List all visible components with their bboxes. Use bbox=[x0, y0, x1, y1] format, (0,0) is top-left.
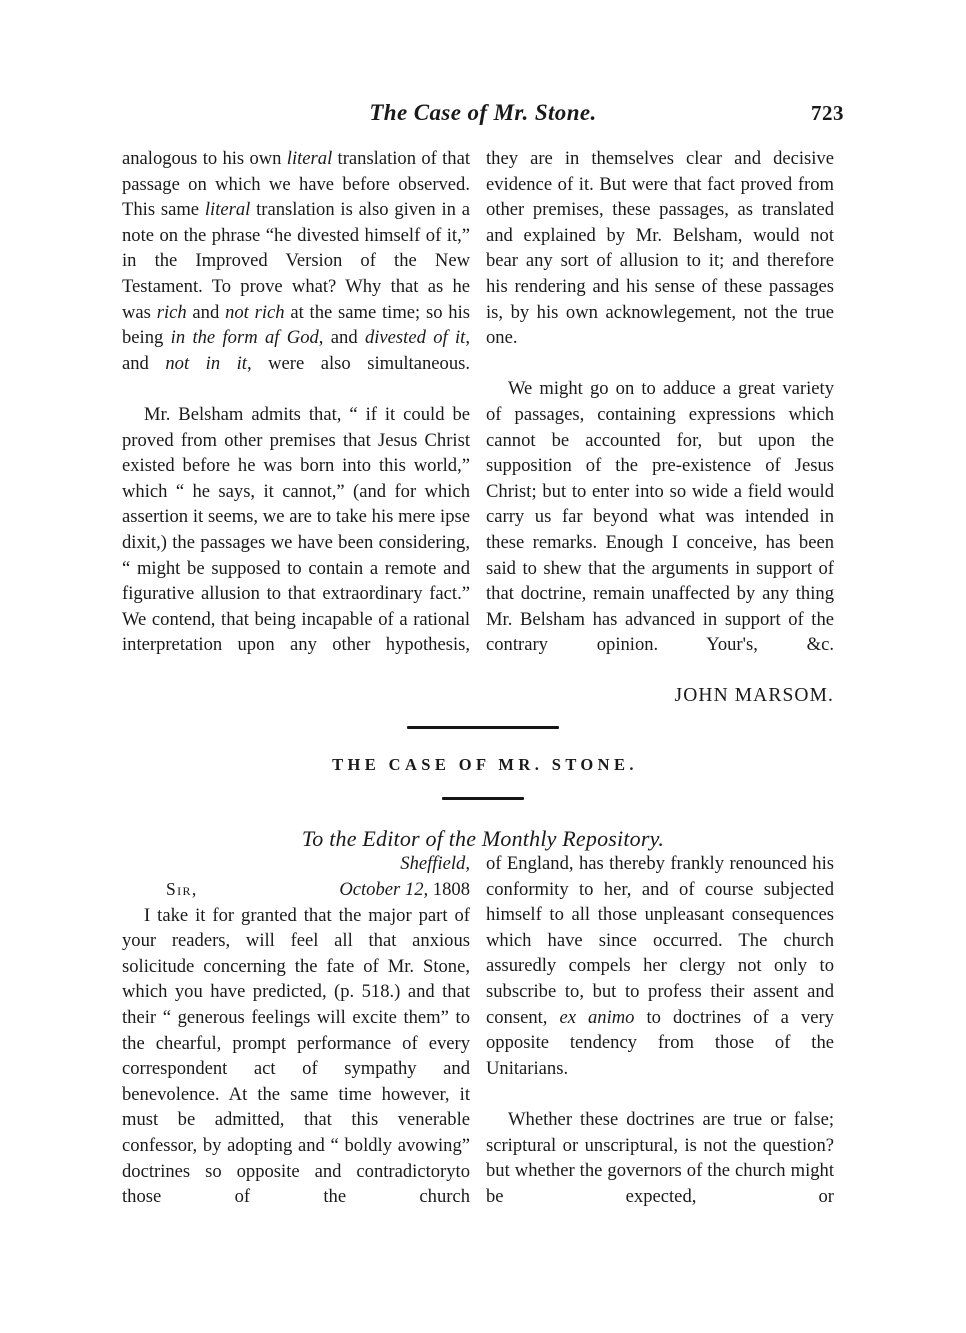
text-run: to doctrines of a very opposite tendency from those of the Unitarians. bbox=[486, 1006, 834, 1079]
running-head bbox=[122, 100, 844, 134]
paragraph-whether-these-doctrines: Whether these doctrines are true or false; scriptural or unscriptural, is not the question? but whether the governors of the church might be expected, or bbox=[486, 1108, 834, 1207]
article-break bbox=[122, 726, 844, 852]
article-bottom-right-column bbox=[486, 851, 834, 1235]
emphasis-literal: literal bbox=[204, 199, 251, 221]
emphasis-ex-animo: ex animo bbox=[559, 1006, 635, 1028]
emphasis-not-rich: not rich bbox=[225, 301, 285, 323]
paragraph-continued bbox=[486, 851, 834, 1107]
letter-date-year: 1808 bbox=[428, 878, 470, 900]
text-run: of England, has thereby frankly renounced his conformity to her, and of course subjected himself to all those unpleasant consequences which have since occurred. The church assuredly compels her clergy not only to subscribe to, but to profess their assent and consent, bbox=[486, 853, 834, 1028]
divider-rule-top bbox=[407, 726, 559, 729]
text-run: at the same time; so his being bbox=[122, 301, 470, 349]
letter-place: Sheffield, bbox=[400, 853, 470, 874]
paragraph-belsham-admits: Mr. Belsham admits that, “ if it could be proved from other premises that Jesus Christ existed before he was born into this world,” which “ he says, it cannot,” (and for which assertion it seems, we are to take his mere ipse dixit,) the passages we have been considering, “ might be supposed to contain a remote and figurative allusion to that extraordinary fact.” We contend, that being incapable of a rational interpretation upon any other hypothesis, bbox=[122, 403, 470, 656]
text-run: , and bbox=[318, 327, 365, 349]
letter-salutation: Sir, bbox=[166, 878, 198, 899]
running-head-title: The Case of Mr. Stone. bbox=[369, 100, 597, 125]
letter-date-month-day: October 12, bbox=[339, 878, 429, 900]
emphasis-form-of-god: in the form af God bbox=[170, 327, 319, 349]
paragraph-continued bbox=[122, 146, 470, 402]
paragraph-i-take-it-for-granted: I take it for granted that the major part of your readers, will feel all that anxious solicitude concerning the fate of Mr. Stone, which you have predicted, (p. 518.) and that their “ generous feelings will excite them” to the chearful, prompt performance of every correspondent act of sympathy and benevolence. At the same time however, it must be admitted, that this venerable confessor, by adopting and “ boldly avowing” doctrines so opposite and contradictoryto those of the church bbox=[122, 904, 470, 1208]
text-run: translation is also given in a note on the phrase “he divested himself of it,” in the Improved Version of the New Testament. To prove what? Why that as he was bbox=[122, 199, 470, 323]
section-title: THE CASE OF MR. STONE. bbox=[332, 755, 638, 774]
emphasis-rich: rich bbox=[156, 301, 187, 323]
page-number: 723 bbox=[811, 101, 844, 125]
paragraph-we-might-go-on: We might go on to adduce a great variety of passages, containing expressions which cannot be accounted for, but upon the supposition of the pre-existence of Jesus Christ; but to enter into so wide a field would carry us far beyond what was intended in these remarks. Enough I conceive, has been said to shew that the arguments in support of that doctrine, remain unaffected by any thing Mr. Belsham has advanced in support of the contrary opinion. Your's, &c. bbox=[486, 378, 834, 656]
article-top-right-column bbox=[486, 146, 834, 709]
text-run: and bbox=[186, 301, 226, 323]
emphasis-divested-of-it: divested of it bbox=[364, 327, 466, 349]
emphasis-not-in-it: not in it bbox=[165, 352, 247, 374]
text-run: analogous to his own bbox=[122, 148, 287, 169]
article-bottom-left-column bbox=[122, 851, 470, 1235]
paragraph-continued: they are in themselves clear and decisive evidence of it. But were that fact proved from other premises, these passages, as translated and explained by Mr. Belsham, would not bear any sort of allusion to it; and therefore his rendering and his sense of these passages is, by his own acknowlegement, not the true one. bbox=[486, 148, 834, 349]
divider-rule-bottom bbox=[442, 797, 524, 800]
letter-date bbox=[339, 877, 470, 903]
article-top-left-column bbox=[122, 146, 470, 683]
author-signature: JOHN MARSOM. bbox=[674, 685, 834, 707]
letter-salutation-row bbox=[122, 877, 470, 903]
letter-addressee: To the Editor of the Monthly Repository. bbox=[301, 826, 665, 851]
text-run: , were also simultaneous. bbox=[246, 352, 471, 374]
text-run: translation of that passage on which we have before observed. This same bbox=[122, 148, 470, 221]
emphasis-literal: literal bbox=[286, 148, 333, 169]
text-run: , and bbox=[122, 327, 471, 374]
